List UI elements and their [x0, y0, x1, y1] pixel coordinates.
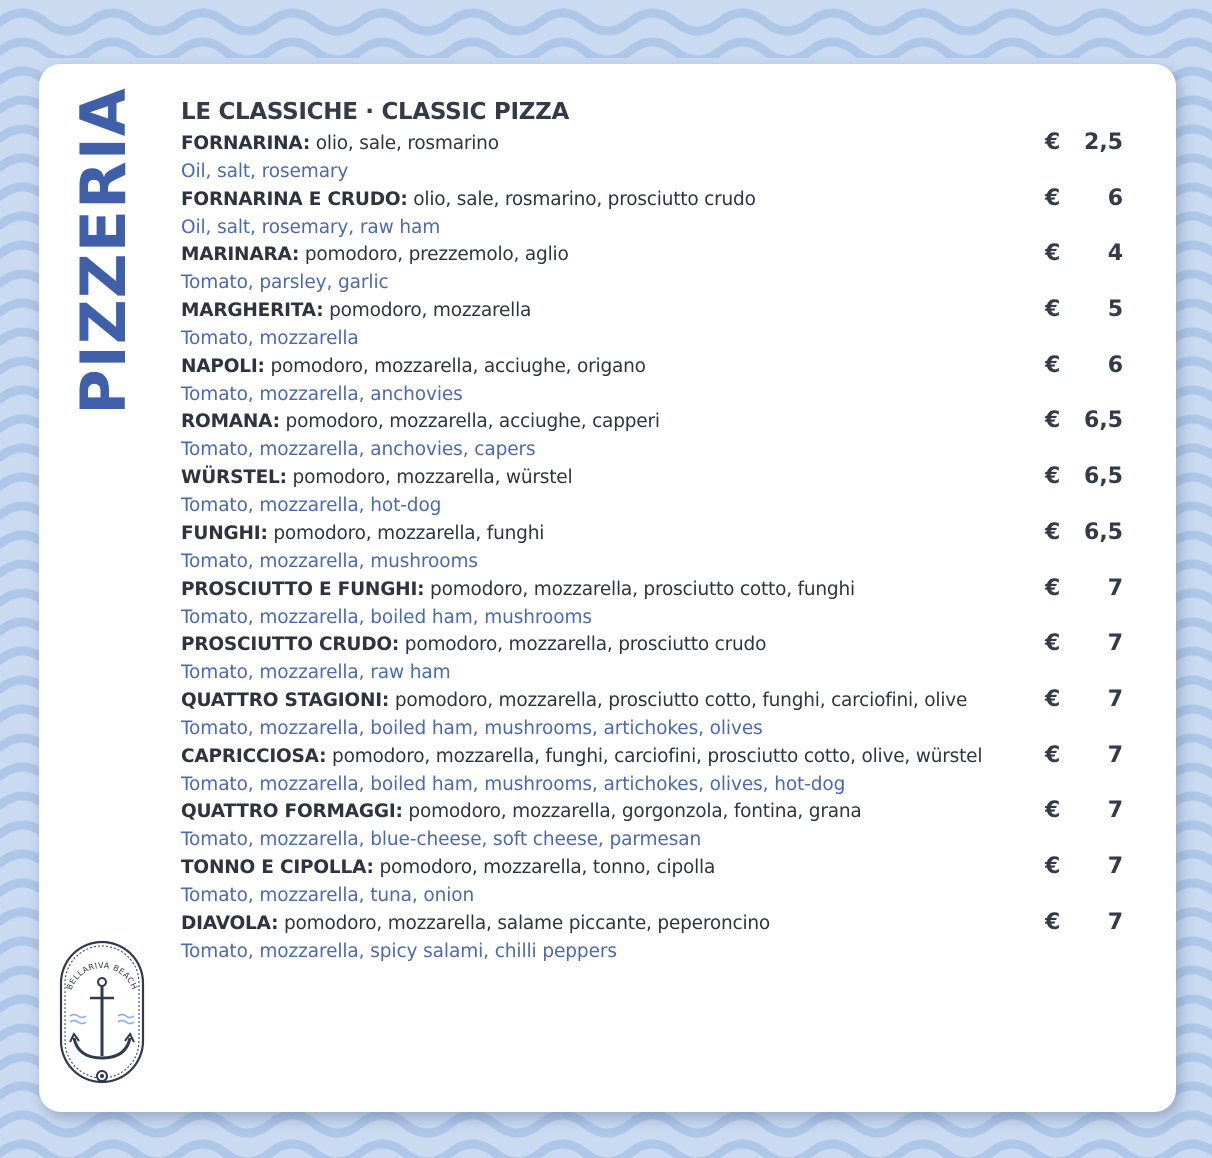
italian-line: [181, 464, 572, 492]
pizzeria-title: [67, 87, 140, 415]
price: 4: [1107, 241, 1123, 267]
pizza-ingredients: pomodoro, mozzarella, würstel: [292, 467, 573, 489]
pizza-ingredients: pomodoro, mozzarella, tonno, cipolla: [379, 856, 716, 878]
price: 7: [1107, 742, 1123, 768]
pizza-name: ROMANA:: [181, 411, 280, 433]
section-title: LE CLASSICHE · CLASSIC PIZZA: [181, 99, 570, 125]
currency-symbol: €: [1045, 686, 1061, 712]
pizza-ingredients: pomodoro, mozzarella, funghi: [273, 522, 545, 544]
menu-item: [181, 408, 1141, 464]
price: 6: [1107, 185, 1123, 211]
menu-item: [181, 520, 1141, 576]
pizza-ingredients: pomodoro, prezzemolo, aglio: [304, 244, 569, 266]
currency-symbol: €: [1045, 185, 1061, 211]
menu-item: [181, 743, 1141, 799]
english-description: Tomato, mozzarella, boiled ham, mushrooms: [181, 606, 592, 628]
menu-item: [181, 798, 1141, 854]
menu-item: [181, 631, 1141, 687]
english-description: Tomato, mozzarella, spicy salami, chilli peppers: [181, 940, 617, 962]
currency-symbol: €: [1045, 297, 1061, 323]
price: 7: [1107, 575, 1123, 601]
menu-item: [181, 130, 1141, 186]
menu-item: [181, 687, 1141, 743]
menu-item: [181, 297, 1141, 353]
pizza-ingredients: pomodoro, mozzarella: [329, 300, 532, 322]
currency-symbol: €: [1045, 519, 1061, 545]
pizza-ingredients: pomodoro, mozzarella, salame piccante, peperoncino: [283, 912, 771, 934]
pizza-ingredients: olio, sale, rosmarino, prosciutto crudo: [413, 188, 756, 210]
anchor-logo: [56, 938, 148, 1086]
menu-item: [181, 241, 1141, 297]
currency-symbol: €: [1045, 352, 1061, 378]
menu-item: [181, 576, 1141, 632]
price: 7: [1107, 909, 1123, 935]
pizza-name: QUATTRO STAGIONI:: [181, 689, 390, 711]
italian-line: [181, 743, 982, 771]
pizza-name: FUNGHI:: [181, 522, 268, 544]
price: 7: [1107, 798, 1123, 824]
pizza-ingredients: olio, sale, rosmarino: [315, 133, 499, 154]
italian-line: [181, 910, 770, 938]
currency-symbol: €: [1045, 742, 1061, 768]
pizza-name: FORNARINA:: [181, 133, 311, 154]
menu-item: [181, 186, 1141, 242]
price: 2,5: [1084, 130, 1123, 155]
italian-line: [181, 408, 660, 436]
english-description: Tomato, mozzarella, boiled ham, mushrooms, artichokes, olives, hot-dog: [181, 773, 846, 795]
currency-symbol: €: [1045, 798, 1061, 824]
pizza-ingredients: pomodoro, mozzarella, gorgonzola, fontina, grana: [408, 801, 862, 823]
english-description: Tomato, parsley, garlic: [181, 272, 389, 294]
currency-symbol: €: [1045, 408, 1061, 434]
price: 7: [1107, 686, 1123, 712]
pizza-name: QUATTRO FORMAGGI:: [181, 801, 403, 823]
italian-line: [181, 798, 862, 826]
pizza-ingredients: pomodoro, mozzarella, prosciutto crudo: [404, 634, 767, 656]
pizza-name: DIAVOLA:: [181, 912, 279, 934]
menu-item: [181, 854, 1141, 910]
pizza-name: WÜRSTEL:: [181, 467, 287, 489]
price: 7: [1107, 631, 1123, 657]
italian-line: [181, 687, 967, 715]
english-description: Tomato, mozzarella, hot-dog: [181, 495, 442, 517]
menu-item: [181, 464, 1141, 520]
pizzeria-title-text: PIZZERIA: [67, 87, 140, 415]
english-description: Tomato, mozzarella, mushrooms: [181, 550, 478, 572]
currency-symbol: €: [1045, 909, 1061, 935]
pizza-ingredients: pomodoro, mozzarella, funghi, carciofini, prosciutto cotto, olive, würstel: [332, 745, 983, 767]
logo-text: BELLARIVA BEACH: [64, 960, 140, 992]
currency-symbol: €: [1045, 853, 1061, 879]
english-description: Oil, salt, rosemary: [181, 161, 349, 182]
italian-line: [181, 854, 715, 882]
pizza-ingredients: pomodoro, mozzarella, acciughe, origano: [270, 355, 646, 377]
italian-line: [181, 520, 544, 548]
pizza-ingredients: pomodoro, mozzarella, prosciutto cotto, funghi: [430, 578, 855, 600]
english-description: Tomato, mozzarella, blue-cheese, soft cheese, parmesan: [181, 829, 702, 851]
english-description: Tomato, mozzarella, raw ham: [181, 662, 451, 684]
currency-symbol: €: [1045, 241, 1061, 267]
price: 6: [1107, 352, 1123, 378]
english-description: Tomato, mozzarella: [181, 328, 359, 350]
italian-line: [181, 297, 531, 325]
italian-line: [181, 130, 499, 158]
italian-line: [181, 576, 855, 604]
currency-symbol: €: [1045, 631, 1061, 657]
pizza-name: MARGHERITA:: [181, 300, 324, 322]
pizza-name: TONNO E CIPOLLA:: [181, 856, 374, 878]
italian-line: [181, 631, 766, 659]
price: 6,5: [1084, 519, 1123, 545]
pizza-name: PROSCIUTTO CRUDO:: [181, 634, 400, 656]
italian-line: [181, 241, 569, 269]
english-description: Oil, salt, rosemary, raw ham: [181, 216, 441, 238]
menu-list: [181, 130, 1141, 965]
pizza-name: MARINARA:: [181, 244, 300, 266]
price: 7: [1107, 853, 1123, 879]
currency-symbol: €: [1045, 464, 1061, 490]
italian-line: [181, 353, 646, 381]
english-description: Tomato, mozzarella, boiled ham, mushrooms, artichokes, olives: [181, 717, 763, 739]
english-description: Tomato, mozzarella, anchovies: [181, 383, 463, 405]
pizza-name: FORNARINA E CRUDO:: [181, 188, 408, 210]
menu-item: [181, 910, 1141, 966]
pizza-name: NAPOLI:: [181, 355, 265, 377]
english-description: Tomato, mozzarella, anchovies, capers: [181, 439, 536, 461]
english-description: Tomato, mozzarella, tuna, onion: [181, 884, 475, 906]
pizza-ingredients: pomodoro, mozzarella, acciughe, capperi: [285, 411, 660, 433]
currency-symbol: €: [1045, 130, 1061, 155]
price: 6,5: [1084, 464, 1123, 490]
menu-item: [181, 353, 1141, 409]
price: 5: [1107, 297, 1123, 323]
pizza-name: CAPRICCIOSA:: [181, 745, 327, 767]
pizza-name: PROSCIUTTO E FUNGHI:: [181, 578, 425, 600]
price: 6,5: [1084, 408, 1123, 434]
italian-line: [181, 186, 756, 214]
pizza-ingredients: pomodoro, mozzarella, prosciutto cotto, funghi, carciofini, olive: [394, 689, 968, 711]
currency-symbol: €: [1045, 575, 1061, 601]
